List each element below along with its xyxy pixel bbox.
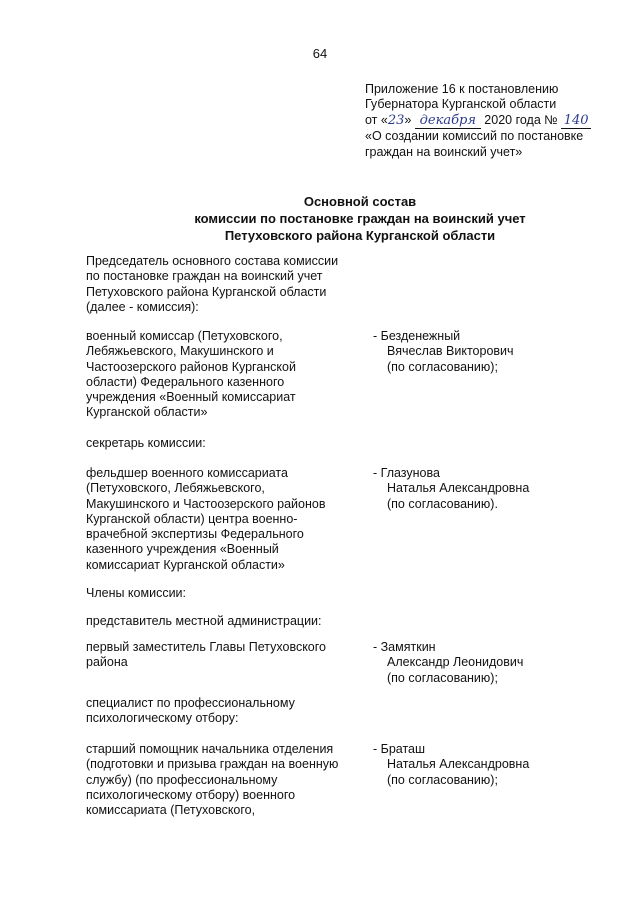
title-line: Основной состав bbox=[303, 194, 417, 209]
handwritten-day: 23 bbox=[387, 112, 405, 128]
text-line: Макушинского и Частоозерского районов bbox=[86, 496, 326, 511]
text-line: фельдшер военного комиссариата bbox=[86, 466, 288, 480]
member2-name bbox=[373, 466, 529, 512]
member4-position bbox=[86, 742, 366, 818]
text-line: (подготовки и призыва граждан на военную bbox=[86, 757, 339, 772]
text-line: (по согласованию); bbox=[387, 359, 498, 374]
appendix-line: «О создании комиссий по постановке bbox=[365, 129, 584, 144]
text-line: комиссариат Курганской области» bbox=[86, 557, 285, 572]
text-line: по постановке граждан на воинский учет bbox=[86, 269, 323, 284]
text-line: (Петуховского, Лебяжьевского, bbox=[86, 481, 265, 496]
text-line: Курганской области) центра военно- bbox=[86, 511, 298, 526]
text-line: - Глазунова bbox=[373, 466, 440, 480]
date-prefix: от « bbox=[365, 112, 388, 127]
date-year: 2020 года № bbox=[480, 112, 558, 127]
text-line: специалист по профессиональному bbox=[86, 696, 295, 710]
text-line: Курганской области» bbox=[86, 405, 208, 420]
text-line: первый заместитель Главы Петуховского bbox=[86, 640, 326, 654]
text-line: Наталья Александровна bbox=[387, 481, 530, 496]
text-line: службу) (по профессиональному bbox=[86, 772, 278, 787]
text-line: старший помощник начальника отделения bbox=[86, 742, 334, 756]
text-line: Вячеслав Викторович bbox=[387, 344, 514, 359]
secretary-heading: секретарь комиссии: bbox=[86, 436, 206, 450]
text-line: комиссариата (Петуховского, bbox=[86, 803, 256, 818]
text-line: Наталья Александровна bbox=[387, 757, 530, 772]
member4-name bbox=[373, 742, 529, 788]
text-line: психологическому отбору) военного bbox=[86, 787, 296, 802]
text-line: (далее - комиссия): bbox=[86, 299, 199, 314]
text-line: района bbox=[86, 655, 128, 670]
appendix-line: граждан на воинский учет» bbox=[365, 144, 523, 159]
handwritten-doc-number: 140 bbox=[561, 113, 591, 129]
text-line: области) Федерального казенного bbox=[86, 374, 285, 389]
text-line: Александр Леонидович bbox=[387, 655, 524, 670]
local-admin-heading: представитель местной администрации: bbox=[86, 614, 322, 628]
member1-name bbox=[373, 329, 514, 375]
text-line: - Замяткин bbox=[373, 640, 436, 654]
members-heading: Члены комиссии: bbox=[86, 586, 187, 600]
page-number: 64 bbox=[312, 46, 328, 61]
text-line: военный комиссар (Петуховского, bbox=[86, 329, 283, 343]
appendix-line: Приложение 16 к постановлению bbox=[365, 82, 559, 96]
text-line: (по согласованию). bbox=[387, 496, 498, 511]
title-line: Петуховского района Курганской области bbox=[224, 228, 496, 243]
appendix-line: Губернатора Курганской области bbox=[365, 97, 557, 112]
text-line: Председатель основного состава комиссии bbox=[86, 254, 339, 268]
text-line: психологическому отбору: bbox=[86, 711, 239, 726]
handwritten-month: декабря bbox=[415, 113, 481, 129]
text-line: учреждения «Военный комиссариат bbox=[86, 390, 296, 405]
appendix-header bbox=[365, 82, 591, 160]
text-line: (по согласованию); bbox=[387, 670, 498, 685]
date-mid: » bbox=[404, 112, 412, 127]
appendix-date-line bbox=[365, 113, 591, 129]
text-line: Петуховского района Курганской области bbox=[86, 284, 327, 299]
text-line: - Безденежный bbox=[373, 329, 461, 343]
title-line: комиссии по постановке граждан на воинский учет bbox=[194, 211, 526, 226]
text-line: Лебяжьевского, Макушинского и bbox=[86, 344, 274, 359]
text-line: - Браташ bbox=[373, 742, 426, 756]
text-line: казенного учреждения «Военный bbox=[86, 542, 279, 557]
member3-name bbox=[373, 640, 523, 686]
text-line: Частоозерского районов Курганской bbox=[86, 359, 296, 374]
member2-position bbox=[86, 466, 356, 573]
chairman-heading bbox=[86, 254, 376, 315]
text-line: врачебной экспертизы Федерального bbox=[86, 527, 304, 542]
member1-position bbox=[86, 329, 356, 421]
document-title bbox=[0, 193, 640, 244]
text-line: (по согласованию); bbox=[387, 772, 498, 787]
member3-position bbox=[86, 640, 356, 671]
psych-heading bbox=[86, 696, 356, 727]
